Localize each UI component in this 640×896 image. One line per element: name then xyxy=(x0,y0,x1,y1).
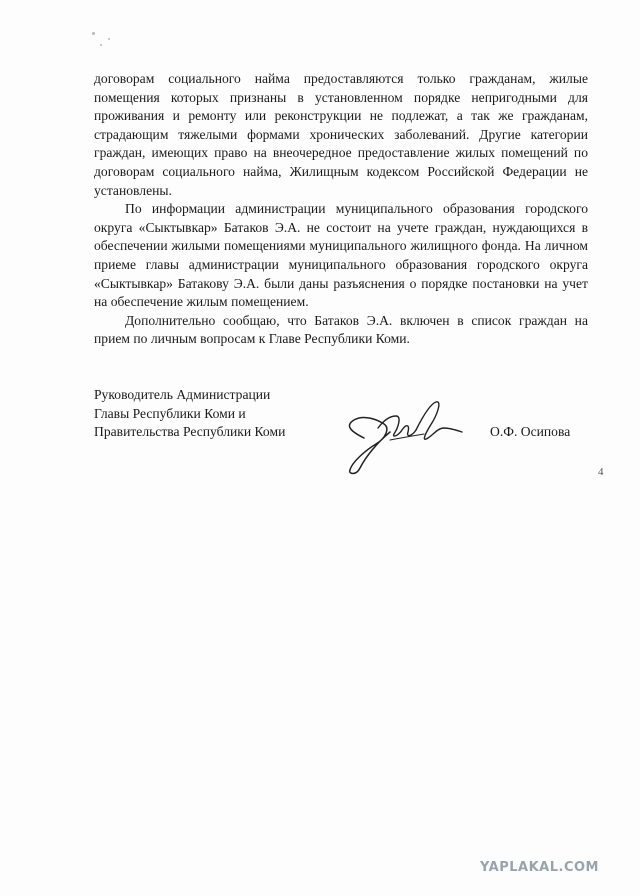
signatory-position xyxy=(94,386,285,442)
handwritten-signature xyxy=(338,398,468,476)
site-watermark: YAPLAKAL.COM xyxy=(480,860,599,875)
letter-body xyxy=(94,70,588,349)
text-line: нуждающихся в обеспечении жилыми помещениями муниципального xyxy=(94,219,588,254)
position-line: Руководитель Администрации xyxy=(94,387,271,402)
scan-speck xyxy=(108,38,110,40)
text-line: жилищного фонда. На личном приеме главы администрации муниципального xyxy=(94,238,588,272)
paragraph-additional-info xyxy=(94,312,588,349)
text-line: прием по личным вопросам к Главе Республики Коми. xyxy=(94,331,410,347)
text-line: городского округа «Сыктывкар» Батаков Э.А. не состоит на учете граждан, xyxy=(94,201,588,235)
text-line: Дополнительно сообщаю, что Батаков Э.А. включен в список граждан на xyxy=(125,312,588,328)
position-line: Главы Республики Коми и xyxy=(94,405,246,421)
text-line: договорам социального найма предоставляются только гражданам, жилые xyxy=(94,71,588,86)
position-line: Правительства Республики Коми xyxy=(94,424,286,440)
text-line: разъяснения о порядке постановки на учет на обеспечение жилым xyxy=(94,275,588,310)
scan-speck xyxy=(100,44,102,46)
text-line: страдающим тяжелыми формами хронических заболеваний. Другие xyxy=(94,126,521,142)
paragraph-administration-info xyxy=(94,200,588,312)
text-line: Российской Федерации не установлены. xyxy=(94,163,589,198)
scan-speck xyxy=(92,32,95,35)
paragraph-housing-rules xyxy=(94,70,588,200)
text-line: помещением. xyxy=(231,294,309,310)
text-line: категории граждан, имеющих право на внеочередное предоставление жилых xyxy=(94,126,588,161)
text-line: По информации администрации муниципального образования xyxy=(125,201,515,217)
text-line: помещения которых признаны в установленном порядке непригодными для xyxy=(94,89,588,105)
text-line: проживания и ремонту или реконструкции не подлежат, а так же гражданам, xyxy=(94,108,588,124)
text-line: помещений по договорам социального найма, Жилищным кодексом xyxy=(94,145,589,179)
margin-mark: 4 xyxy=(598,466,604,478)
signer-name: О.Ф. Осипова xyxy=(490,424,571,439)
text-line: образования городского округа «Сыктывкар» Батакову Э.А. были даны xyxy=(94,256,589,291)
